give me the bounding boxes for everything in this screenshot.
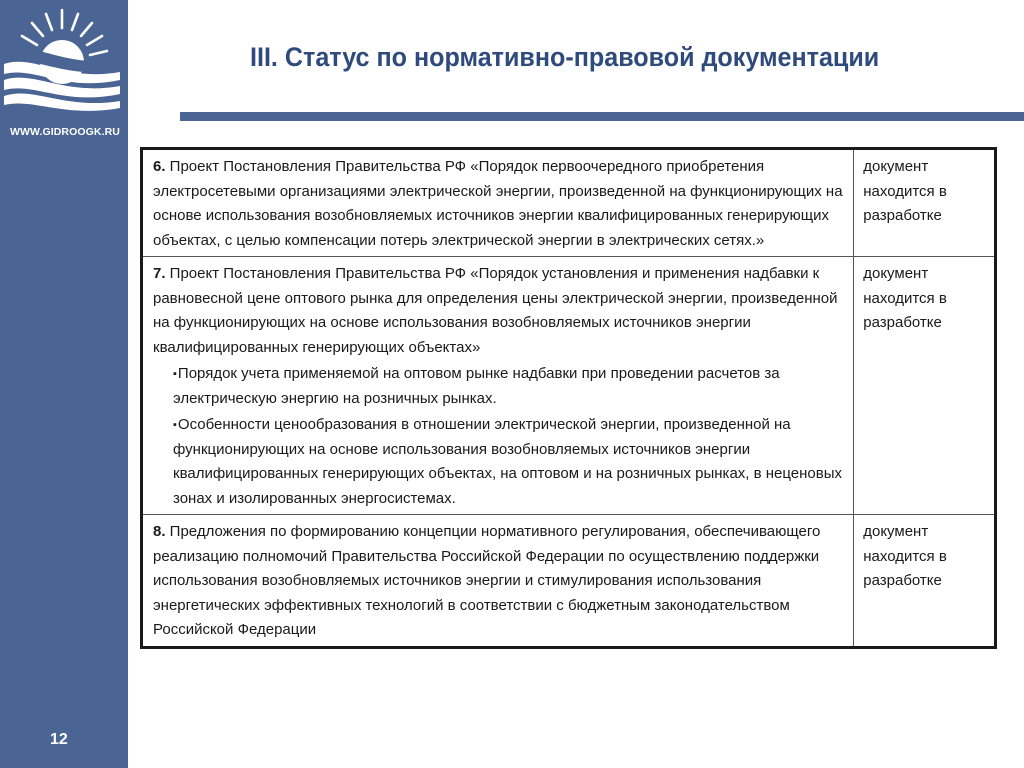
row-number: 8. [153, 523, 166, 540]
table-row [142, 149, 996, 257]
page-number: 12 [50, 731, 68, 748]
status-cell [854, 257, 996, 515]
document-description-cell [142, 149, 854, 257]
document-text: Проект Постановления Правительства РФ «Порядок первоочередного приобретения электросетевыми организациями электрической энергии, произведенной на функционирующих на основе использования возобновляемых источников энергии квалифицированных генерирующих объектах, с целью компенсации потерь электрической энергии в электрических сетях.» [153, 158, 843, 249]
status-text: документ находится в разработке [863, 265, 947, 331]
table-row [142, 257, 996, 515]
table-row [142, 515, 996, 648]
page-title: III. Статус по нормативно-правовой документации [250, 42, 880, 72]
sun-waves-logo-icon [4, 6, 120, 116]
bullet-icon: ▪ [173, 368, 177, 380]
status-text: документ находится в разработке [863, 158, 947, 224]
sub-items-list [153, 362, 845, 511]
documents-table [140, 147, 997, 649]
row-number: 7. [153, 265, 166, 282]
document-description-cell [142, 515, 854, 648]
status-cell [854, 149, 996, 257]
site-url-link[interactable]: WWW.GIDROOGK.RU [10, 126, 120, 138]
document-text: Предложения по формированию концепции нормативного регулирования, обеспечивающего реализацию полномочий Правительства Российской Федерации по осуществлению поддержки использования возобновляемых источников энергии и стимулирования использования энергетических эффективных технологий в соответствии с бюджетным законодательством Российской Федерации [153, 523, 821, 638]
status-text: документ находится в разработке [863, 523, 947, 589]
status-cell [854, 515, 996, 648]
bullet-icon: ▪ [173, 419, 177, 431]
row-number: 6. [153, 158, 166, 175]
document-text: Проект Постановления Правительства РФ «Порядок установления и применения надбавки к равновесной цене оптового рынка для определения цены электрической энергии, произведенной на функционирующих на основе использования возобновляемых источников энергии квалифицированных генерирующих объектах» [153, 265, 838, 356]
title-divider [180, 112, 1024, 121]
list-item-text: Особенности ценообразования в отношении электрической энергии, произведенной на функционирующих на основе использования возобновляемых источников энергии квалифицированных генерирующих объектах, на оптовом и на розничных рынках, в неценовых зонах и изолированных энергосистемах. [173, 416, 843, 507]
list-item [173, 362, 845, 411]
list-item [173, 413, 845, 511]
document-description-cell [142, 257, 854, 515]
sidebar [0, 0, 128, 768]
list-item-text: Порядок учета применяемой на оптовом рынке надбавки при проведении расчетов за электрическую энергию на розничных рынках. [173, 365, 780, 407]
